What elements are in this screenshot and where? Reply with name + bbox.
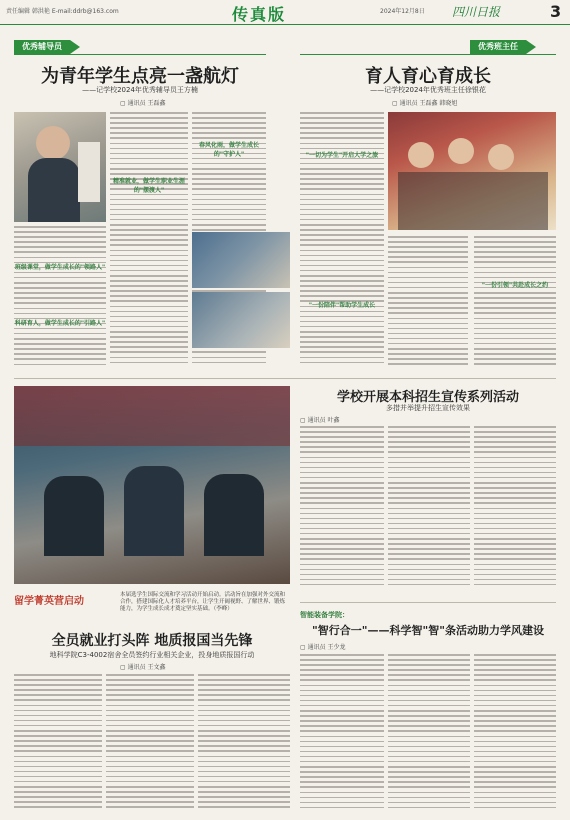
middle-col-2-text xyxy=(388,426,470,594)
bottom-right-col-1-text xyxy=(300,654,384,814)
left-col-1-text xyxy=(14,226,106,371)
page-number: 3 xyxy=(550,2,562,21)
column-tag-left: 优秀辅导员 xyxy=(14,40,70,54)
section-separator xyxy=(14,378,556,379)
right-headline: 育人育心育成长 xyxy=(365,66,491,87)
right-subtitle: ——记学校2024年优秀班主任徐银花 xyxy=(370,86,486,94)
bottom-left-byline: ▢ 通讯员 王文鑫 xyxy=(120,664,166,671)
photo-caption-body: 本届选学生国际交流和学习活动开始启动。活动旨在加强对外交流和合作，搭建国际化人才培养平台，让学生开阔视野、了解世界、锻炼能力，为学生成长成才奠定坚实基础。 xyxy=(120,592,286,612)
photo-caption-title: 留学菁英营启动 xyxy=(14,596,84,607)
bottom-right-col-3-text xyxy=(474,654,556,814)
left-photo xyxy=(14,112,106,222)
middle-byline-text: 通讯员 叶鑫 xyxy=(307,417,340,424)
section-title: 传真版 xyxy=(232,5,287,24)
bottom-right-headline: "智行合一"——科学智"智"条活动助力学风建设 xyxy=(312,624,544,637)
left-subhead-1: 班级课堂，做学生成长的"领路人" xyxy=(14,264,106,271)
middle-headline: 学校开展本科招生宣传系列活动 xyxy=(336,390,519,405)
left-subtitle: ——记学校2024年优秀辅导员王方楠 xyxy=(82,86,198,94)
right-subhead-3: "一份引领"共赴成长之约 xyxy=(481,282,549,289)
left-col-2-text xyxy=(110,112,188,370)
bottom-left-col-2-text xyxy=(106,674,194,814)
divider-rule xyxy=(14,54,266,55)
section-separator xyxy=(300,602,556,603)
left-subhead-3: 科研育人，做学生成长的"引路人" xyxy=(14,320,106,327)
photo-caption-credit: （李峰） xyxy=(213,606,233,612)
bottom-left-col-3-text xyxy=(198,674,290,814)
middle-subtitle: 多措并举提升招生宣传效果 xyxy=(386,404,470,412)
right-col-3-text xyxy=(474,236,556,372)
bottom-left-subtitle: 地科学院C3-4002宿舍全员签约行业相关企业，投身地质报国行动 xyxy=(49,651,255,659)
middle-col-3-text xyxy=(474,426,556,594)
left-byline-text: 通讯员 王磊鑫 xyxy=(127,100,166,107)
bottom-right-col-2-text xyxy=(388,654,470,814)
newspaper-logo: 四川日报 xyxy=(452,5,501,19)
right-byline-text: 通讯员 王磊鑫 韩晓旭 xyxy=(399,100,458,107)
right-subhead-1: "一切为学生"开启大学之旅 xyxy=(305,152,379,159)
right-subhead-2: "一份陪伴"帮助学生成长 xyxy=(308,302,376,309)
issue-date: 2024年12月8日 xyxy=(380,8,425,15)
bottom-left-headline: 全员就业打头阵 地质报国当先锋 xyxy=(51,633,253,649)
middle-byline: ▢ 通讯员 叶鑫 xyxy=(300,417,340,424)
bottom-left-byline-text: 通讯员 王文鑫 xyxy=(127,664,166,671)
right-byline: ▢ 通讯员 王磊鑫 韩晓旭 xyxy=(392,100,458,107)
right-photo xyxy=(388,112,556,230)
masthead xyxy=(0,0,570,25)
left-subhead-4: 精准就业，做学生职业生涯的"摆渡人" xyxy=(112,178,185,194)
column-tag-right: 优秀班主任 xyxy=(470,40,526,54)
left-subhead-2: 春风化雨，做学生成长的"守护人" xyxy=(198,142,259,158)
bottom-left-photo xyxy=(14,386,290,584)
left-headline: 为青年学生点亮一盏航灯 xyxy=(41,66,239,87)
event-photo-1 xyxy=(192,232,290,288)
editor-info: 责任编辑 韩洪艳 E-mail:ddrb@163.com xyxy=(6,8,119,15)
bottom-right-byline-text: 通讯员 王少龙 xyxy=(307,644,346,651)
right-col-2-text xyxy=(388,236,468,372)
left-byline: ▢ 通讯员 王磊鑫 xyxy=(120,100,166,107)
divider-rule xyxy=(300,54,556,55)
middle-col-1-text xyxy=(300,426,384,594)
event-photo-2 xyxy=(192,292,290,348)
bottom-right-byline: ▢ 通讯员 王少龙 xyxy=(300,644,346,651)
photo-caption-text xyxy=(120,592,290,613)
bottom-right-kicker: 智能装备学院： xyxy=(300,611,349,619)
bottom-left-col-1-text xyxy=(14,674,102,814)
